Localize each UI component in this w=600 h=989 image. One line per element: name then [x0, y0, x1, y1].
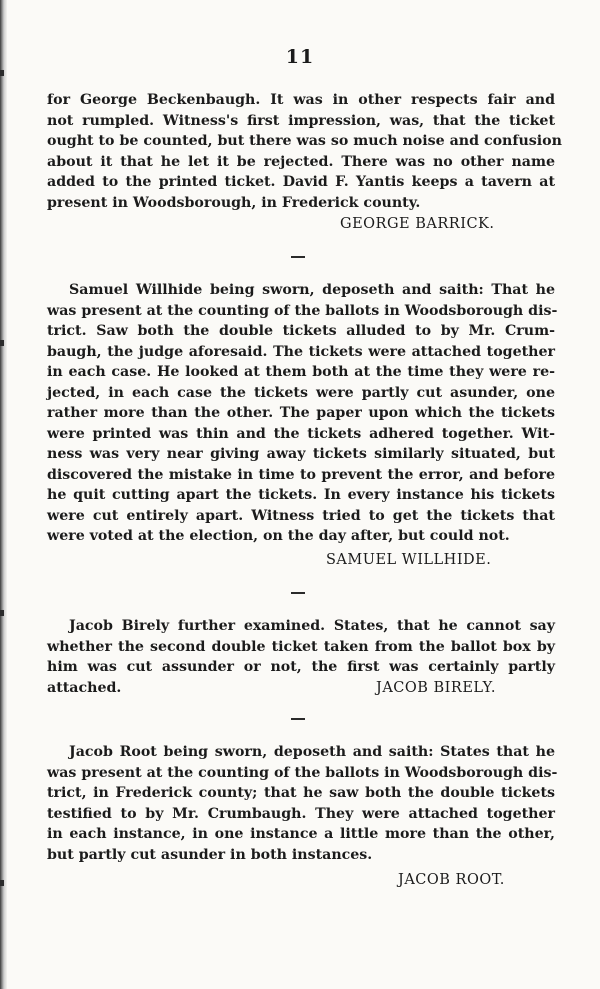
- text-line: but partly cut asunder in both instances.: [47, 846, 373, 863]
- deposition-samuel-willhide: [47, 280, 558, 547]
- text-line: in each instance, in one instance a little more than the other,: [47, 826, 555, 842]
- text-line: baugh, the judge aforesaid. The tickets were attached together: [47, 343, 555, 360]
- text-line: whether the second double ticket taken from the ballot box by: [47, 638, 555, 655]
- signature-jacob-birely: JACOB BIRELY.: [376, 680, 496, 696]
- signature-jacob-root: JACOB ROOT.: [398, 872, 505, 888]
- text-line: Jacob Root being sworn, deposeth and saith: States that he: [69, 744, 555, 760]
- section-divider: [291, 592, 305, 594]
- paragraph-continuation: [47, 90, 562, 213]
- text-line: rather more than the other. The paper upon which the tickets: [47, 405, 555, 421]
- deposition-jacob-root: [47, 742, 558, 865]
- section-divider: [291, 718, 305, 720]
- text-line: discovered the mistake in time to prevent the error, and before: [47, 466, 555, 483]
- text-line: not rumpled. Witness's first impression, was, that the ticket: [47, 112, 555, 129]
- binding-mark: [0, 70, 4, 76]
- text-line: testified to by Mr. Crumbaugh. They were attached together: [47, 805, 555, 822]
- text-line: about it that he let it be rejected. There was no other name: [47, 153, 555, 170]
- text-line: were printed was thin and the tickets adhered together. Wit-: [47, 425, 555, 442]
- text-line: Samuel Willhide being sworn, deposeth and saith: That he: [69, 282, 555, 298]
- binding-mark: [0, 340, 4, 346]
- text-line: was present at the counting of the ballots in Woodsborough dis-: [47, 764, 558, 781]
- section-divider: [291, 256, 305, 258]
- text-line: present in Woodsborough, in Frederick county.: [47, 194, 421, 211]
- signature-samuel-willhide: SAMUEL WILLHIDE.: [326, 552, 492, 568]
- text-line: Jacob Birely further examined. States, that he cannot say: [69, 618, 555, 634]
- text-line: were voted at the election, on the day after, but could not.: [47, 528, 510, 544]
- text-line: in each case. He looked at them both at the time they were re-: [47, 364, 555, 380]
- text-line: him was cut assunder or not, the first was certainly partly: [47, 659, 555, 675]
- text-line: for George Beckenbaugh. It was in other respects fair and: [47, 92, 555, 108]
- binding-mark: [0, 880, 4, 886]
- text-line: attached.: [47, 679, 122, 696]
- text-line: were cut entirely apart. Witness tried to get the tickets that: [47, 507, 555, 524]
- binding-edge: [0, 0, 7, 989]
- binding-mark: [0, 610, 4, 616]
- text-line: jected, in each case the tickets were partly cut asunder, one: [47, 384, 555, 401]
- signature-george-barrick: GEORGE BARRICK.: [340, 216, 495, 232]
- text-line: ought to be counted, but there was so much noise and confusion: [47, 133, 562, 149]
- text-line: was present at the counting of the ballots in Woodsborough dis-: [47, 302, 558, 319]
- text-line: trict. Saw both the double tickets alluded to by Mr. Crum-: [47, 323, 555, 339]
- page-number: 11: [285, 46, 315, 68]
- text-line: added to the printed ticket. David F. Yantis keeps a tavern at: [47, 174, 555, 190]
- text-line: he quit cutting apart the tickets. In every instance his tickets: [47, 487, 555, 503]
- text-line: trict, in Frederick county; that he saw both the double tickets: [47, 785, 555, 801]
- text-line: ness was very near giving away tickets similarly situated, but: [47, 446, 555, 462]
